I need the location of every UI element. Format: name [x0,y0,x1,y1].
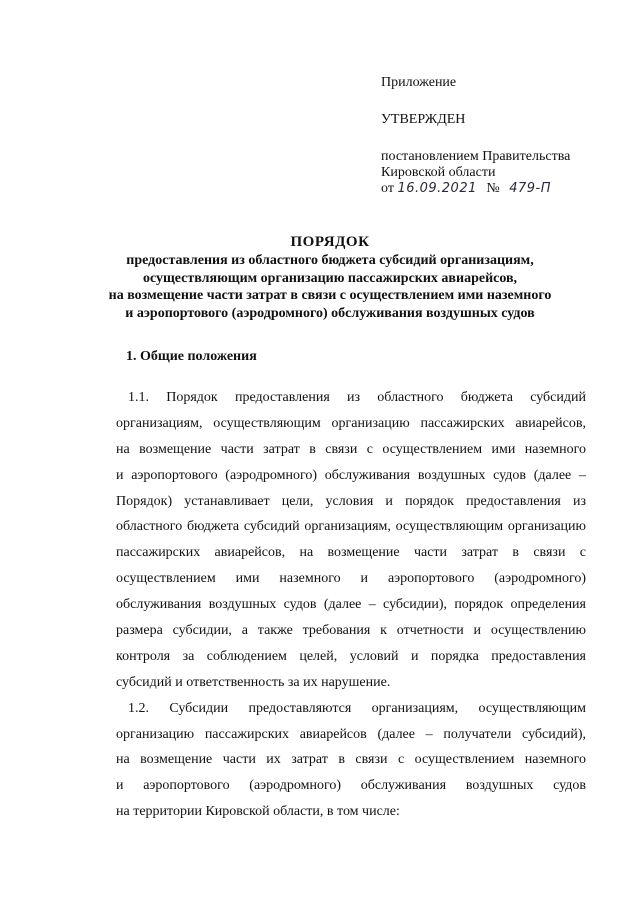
paragraph-1-2 [116,696,586,825]
decree-line-2: Кировской области [381,165,496,180]
text-line: на территории Кировской области, в том числе: [116,804,400,820]
from-label: от [381,181,394,196]
text-line: 1.2. Субсидии предоставляются организациям, осуществляющим [128,700,586,716]
handwritten-date: 16.09.2021 [397,181,477,196]
text-line: пассажирских авиарейсов, на возмещение части затрат в связи с [116,545,586,561]
text-line: на возмещение части их затрат в связи с осуществлением наземного [116,752,586,768]
appendix-label: Приложение [381,75,457,90]
text-line: организацию пассажирских авиарейсов (далее – получатели субсидий), [116,726,586,742]
title-subtitle [60,252,600,322]
handwritten-number: 479-П [509,181,552,196]
text-line: и аэропортового (аэродромного) обслуживания воздушных судов (далее – [116,467,586,483]
text-line: и аэропортового (аэродромного) обслуживания воздушных судов [116,778,586,794]
text-line: осуществлением ими наземного и аэропортового (аэродромного) [116,571,586,587]
text-line: областного бюджета субсидий организациям, осуществляющим организацию [116,519,586,535]
approved-label: УТВЕРЖДЕН [381,112,466,127]
section-heading: 1. Общие положения [126,349,257,364]
text-line: субсидий и ответственность за их нарушение. [116,674,391,690]
decree-line-1: постановлением Правительства [381,149,571,164]
title-main: ПОРЯДОК [290,234,370,250]
title-line: осуществляющим организацию пассажирских авиарейсов, [142,270,518,286]
decree-date-line [381,180,551,197]
text-line: размера субсидии, а также требования к отчетности и осуществлению [116,623,586,639]
text-line: организациям, осуществляющим организацию пассажирских авиарейсов, [116,415,586,431]
title-line: и аэропортового (аэродромного) обслуживания воздушных судов [125,305,535,321]
title-line: на возмещение части затрат в связи с осуществлением ими наземного [108,288,552,303]
text-line: Порядок) устанавливает цели, условия и порядок предоставления из [116,493,586,509]
document-title [60,233,600,322]
title-line: предоставления из областного бюджета субсидий организациям, [126,253,534,268]
text-line: обслуживания воздушных судов (далее – субсидии), порядок определения [116,597,586,613]
paragraph-1-1 [116,385,586,696]
number-label: № [486,181,500,196]
text-line: на возмещение части затрат в связи с осуществлением ими наземного [116,441,586,457]
text-line: 1.1. Порядок предоставления из областного бюджета субсидий [128,390,586,405]
text-line: контроля за соблюдением целей, условий и порядка предоставления [116,648,586,664]
document-body [116,385,586,825]
